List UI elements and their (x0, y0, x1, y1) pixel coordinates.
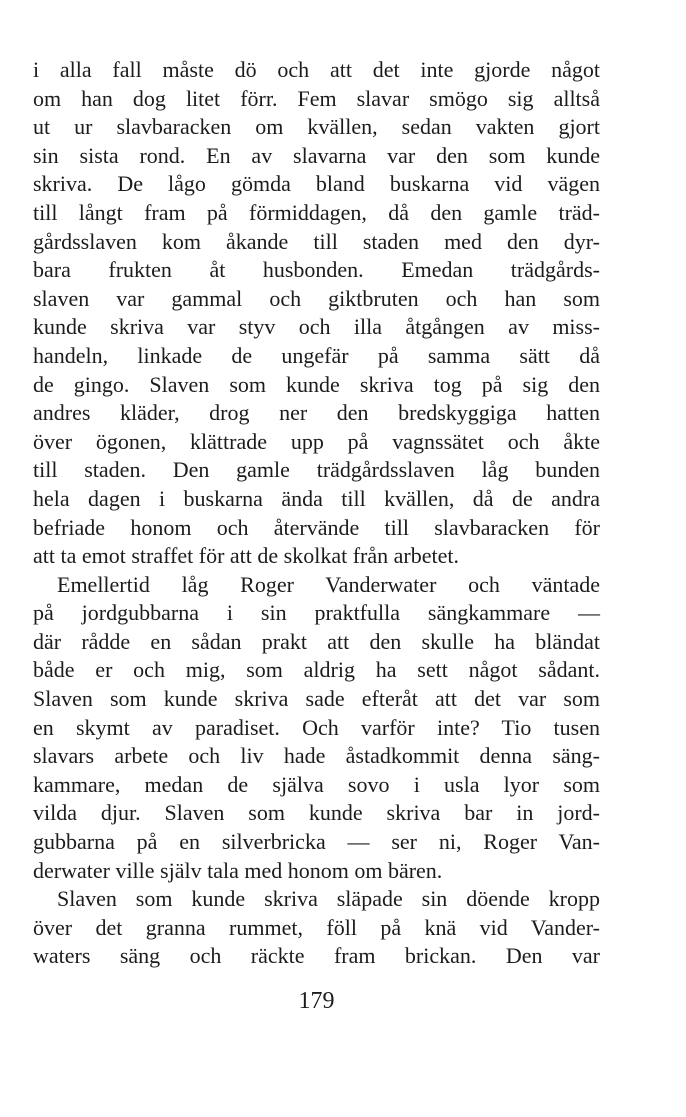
text-line: där rådde en sådan prakt att den skulle ha bländat (33, 628, 600, 654)
page-number: 179 (298, 988, 335, 1014)
text-line: till staden. Den gamle trädgårdsslaven låg bunden (33, 457, 600, 483)
text-line: kammare, medan de själva sovo i usla lyor som (33, 771, 600, 797)
text-line: derwater ville själv tala med honom om bären. (33, 857, 443, 883)
text-line: Slaven som kunde skriva sade efteråt att det var som (33, 686, 600, 712)
text-line: skriva. De lågo gömda bland buskarna vid vägen (33, 171, 600, 197)
text-line: på jordgubbarna i sin praktfulla sängkammare — (33, 600, 600, 626)
text-line: Emellertid låg Roger Vanderwater och väntade (57, 571, 600, 597)
text-line: de gingo. Slaven som kunde skriva tog på sig den (33, 371, 600, 397)
text-line: handeln, linkade de ungefär på samma sätt då (33, 342, 600, 368)
text-line: hela dagen i buskarna ända till kvällen, då de andra (33, 485, 600, 511)
text-line: andres kläder, drog ner den bredskyggiga hatten (33, 400, 600, 426)
text-line: Slaven som kunde skriva släpade sin döende kropp (57, 886, 600, 912)
text-line: en skymt av paradiset. Och varför inte? Tio tusen (33, 714, 600, 740)
text-line: gubbarna på en silverbricka — ser ni, Roger Van- (33, 829, 600, 855)
text-line: över ögonen, klättrade upp på vagnssätet och åkte (33, 428, 600, 454)
text-line: att ta emot straffet för att de skolkat från arbetet. (33, 543, 459, 569)
text-line: slavars arbete och liv hade åstadkommit denna säng- (33, 743, 600, 769)
text-line: både er och mig, som aldrig ha sett något sådant. (33, 657, 600, 683)
text-line: till långt fram på förmiddagen, då den gamle träd- (33, 199, 600, 225)
text-line: slaven var gammal och giktbruten och han som (33, 285, 600, 311)
text-line: vilda djur. Slaven som kunde skriva bar in jord- (33, 800, 600, 826)
text-line: i alla fall måste dö och att det inte gjorde något (33, 57, 600, 82)
text-line: gårdsslaven kom åkande till staden med den dyr- (33, 228, 600, 254)
text-line: över det granna rummet, föll på knä vid Vander- (33, 914, 600, 940)
text-line: kunde skriva var styv och illa åtgången av miss- (33, 314, 600, 340)
text-line: om han dog litet förr. Fem slavar smögo sig alltså (33, 85, 600, 111)
body-text (33, 56, 600, 971)
text-line: sin sista rond. En av slavarna var den som kunde (33, 142, 600, 168)
text-line: ut ur slavbaracken om kvällen, sedan vakten gjort (33, 114, 600, 140)
text-line: befriade honom och återvände till slavbaracken för (33, 514, 600, 540)
text-line: bara frukten åt husbonden. Emedan trädgårds- (33, 257, 600, 283)
text-line: waters säng och räckte fram brickan. Den var (33, 943, 600, 969)
